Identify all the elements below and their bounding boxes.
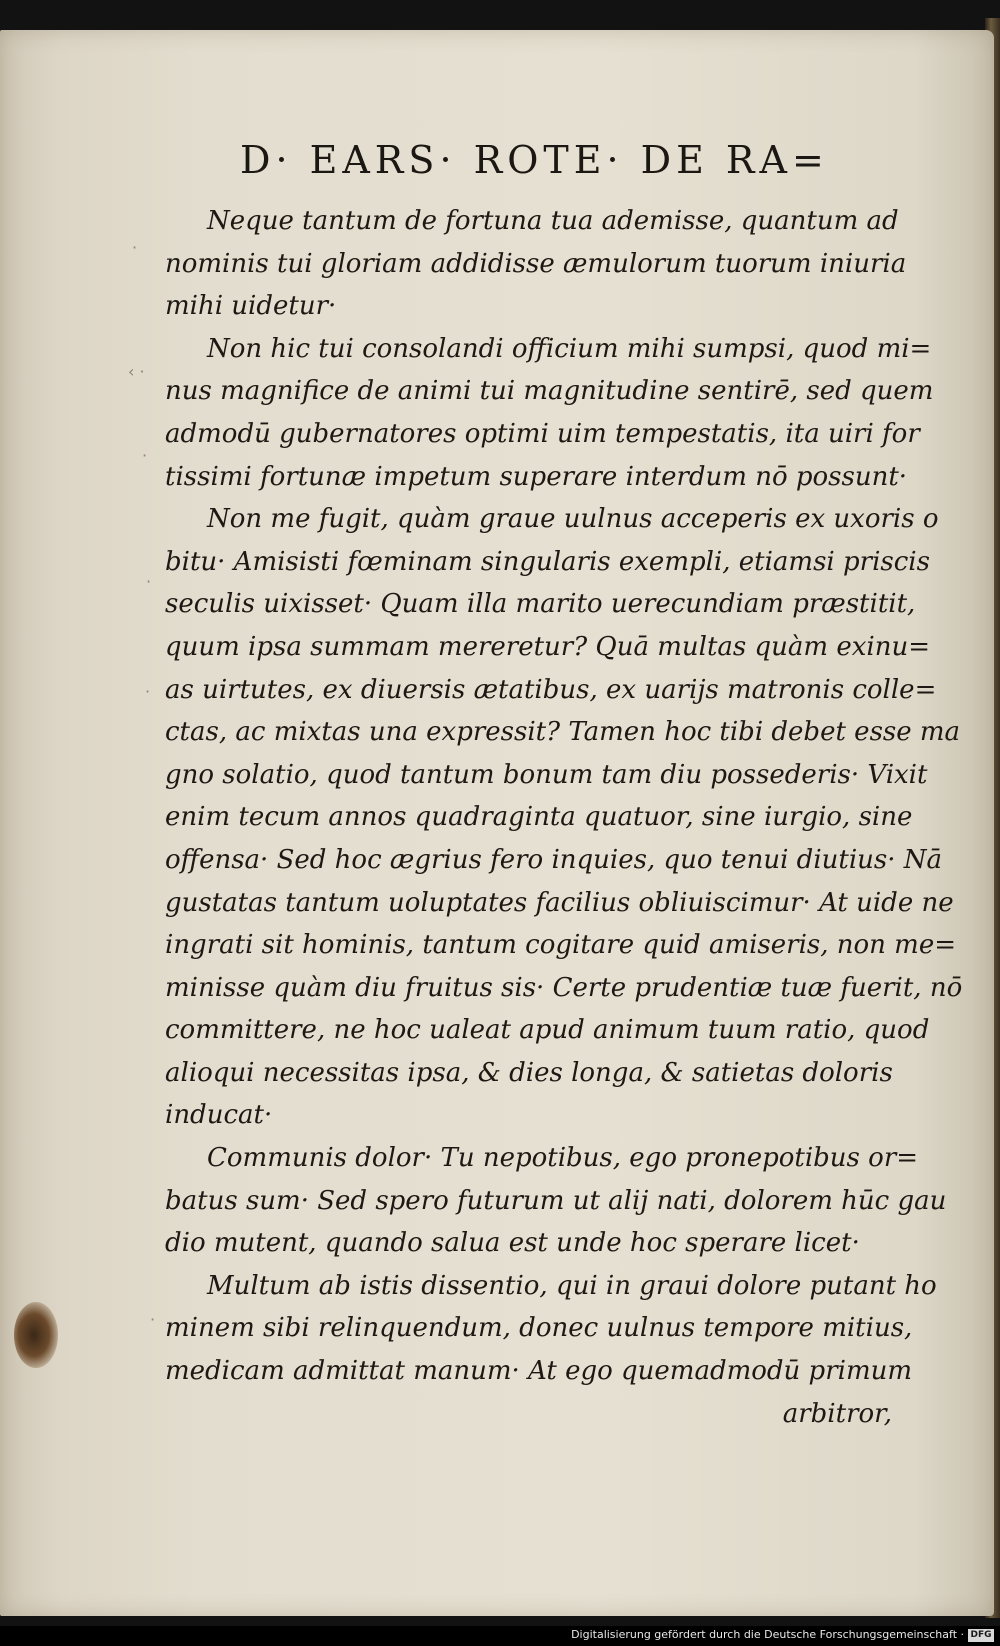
text-line: Non hic tui consolandi officium mihi sumpsi, quod mi= [207, 333, 932, 364]
text-line: minem sibi relinquendum, donec uulnus tempore mitius, [165, 1313, 913, 1344]
text-line: ingrati sit hominis, tantum cogitare quid amiseris, non me= [165, 930, 957, 961]
text-line: nus magnifice de animi tui magnitudine sentirē, sed quem [165, 376, 934, 407]
text-line: nominis tui gloriam addidisse æmulorum tuorum iniuria [165, 248, 907, 279]
catchword: arbitror, [782, 1398, 892, 1429]
text-line: Multum ab istis dissentio, qui in graui dolore putant ho [207, 1270, 937, 1301]
text-line: gno solatio, quod tantum bonum tam diu possederis· Vixit [165, 759, 928, 790]
paragraph [165, 1265, 937, 1393]
dfg-logo: DFG [968, 1629, 994, 1642]
text-line: alioqui necessitas ipsa, & dies longa, & satietas doloris [165, 1057, 893, 1088]
text-line: seculis uixisset· Quam illa marito uerecundiam præstitit, [165, 589, 916, 620]
foxing-stain [14, 1302, 58, 1368]
text-line: gustatas tantum uoluptates facilius obliuiscimur· At uide ne [165, 887, 954, 918]
text-line: offensa· Sed hoc ægrius fero inquies, quo tenui diutius· Nā [165, 844, 943, 875]
paragraph [165, 1137, 947, 1265]
paragraph [165, 200, 907, 328]
text-line: medicam admittat manum· At ego quemadmodū primum [165, 1356, 912, 1387]
margin-mark: · [150, 1310, 156, 1329]
text-line: admodū gubernatores optimi uim tempestatis, ita uiri for [165, 418, 920, 449]
text-line: batus sum· Sed spero futurum ut alij nati, dolorem hūc gau [165, 1185, 947, 1216]
margin-mark: · [142, 446, 148, 465]
running-head: D· EARS· ROTE· DE RA= [240, 138, 829, 182]
text-line: Non me fugit, quàm graue uulnus acceperis ex uxoris o [207, 504, 939, 535]
body-text [165, 200, 963, 1435]
text-line: Neque tantum de fortuna tua ademisse, quantum ad [207, 206, 899, 236]
margin-mark: · [145, 682, 151, 701]
margin-mark: · [146, 572, 152, 591]
text-line: enim tecum annos quadraginta quatuor, sine iurgio, sine [165, 802, 913, 833]
margin-mark: ‹ · [128, 362, 145, 381]
text-line: inducat· [165, 1100, 273, 1131]
text-line: dio mutent, quando salua est unde hoc sperare licet· [165, 1228, 860, 1259]
text-line: ctas, ac mixtas una expressit? Tamen hoc tibi debet esse ma [165, 717, 961, 748]
margin-mark: · [132, 238, 138, 257]
text-line: tissimi fortunæ impetum superare interdum nō possunt· [165, 461, 908, 492]
footer-bar [0, 1626, 1000, 1646]
text-line: minisse quàm diu fruitus sis· Certe prudentiæ tuæ fuerit, nō [165, 972, 963, 1003]
text-line: quum ipsa summam mereretur? Quā multas quàm exinu= [165, 631, 930, 662]
text-line: Communis dolor· Tu nepotibus, ego pronepotibus or= [207, 1143, 919, 1174]
text-line: as uirtutes, ex diuersis ætatibus, ex uarijs matronis colle= [165, 674, 937, 705]
paragraph [165, 328, 934, 498]
footer-credit: Digitalisierung gefördert durch die Deutsche Forschungsgemeinschaft · [571, 1628, 964, 1641]
text-line: mihi uidetur· [165, 291, 337, 322]
text-line: committere, ne hoc ualeat apud animum tuum ratio, quod [165, 1015, 930, 1046]
text-line: bitu· Amisisti fœminam singularis exempli, etiamsi priscis [165, 546, 930, 577]
paragraph [165, 498, 963, 1137]
